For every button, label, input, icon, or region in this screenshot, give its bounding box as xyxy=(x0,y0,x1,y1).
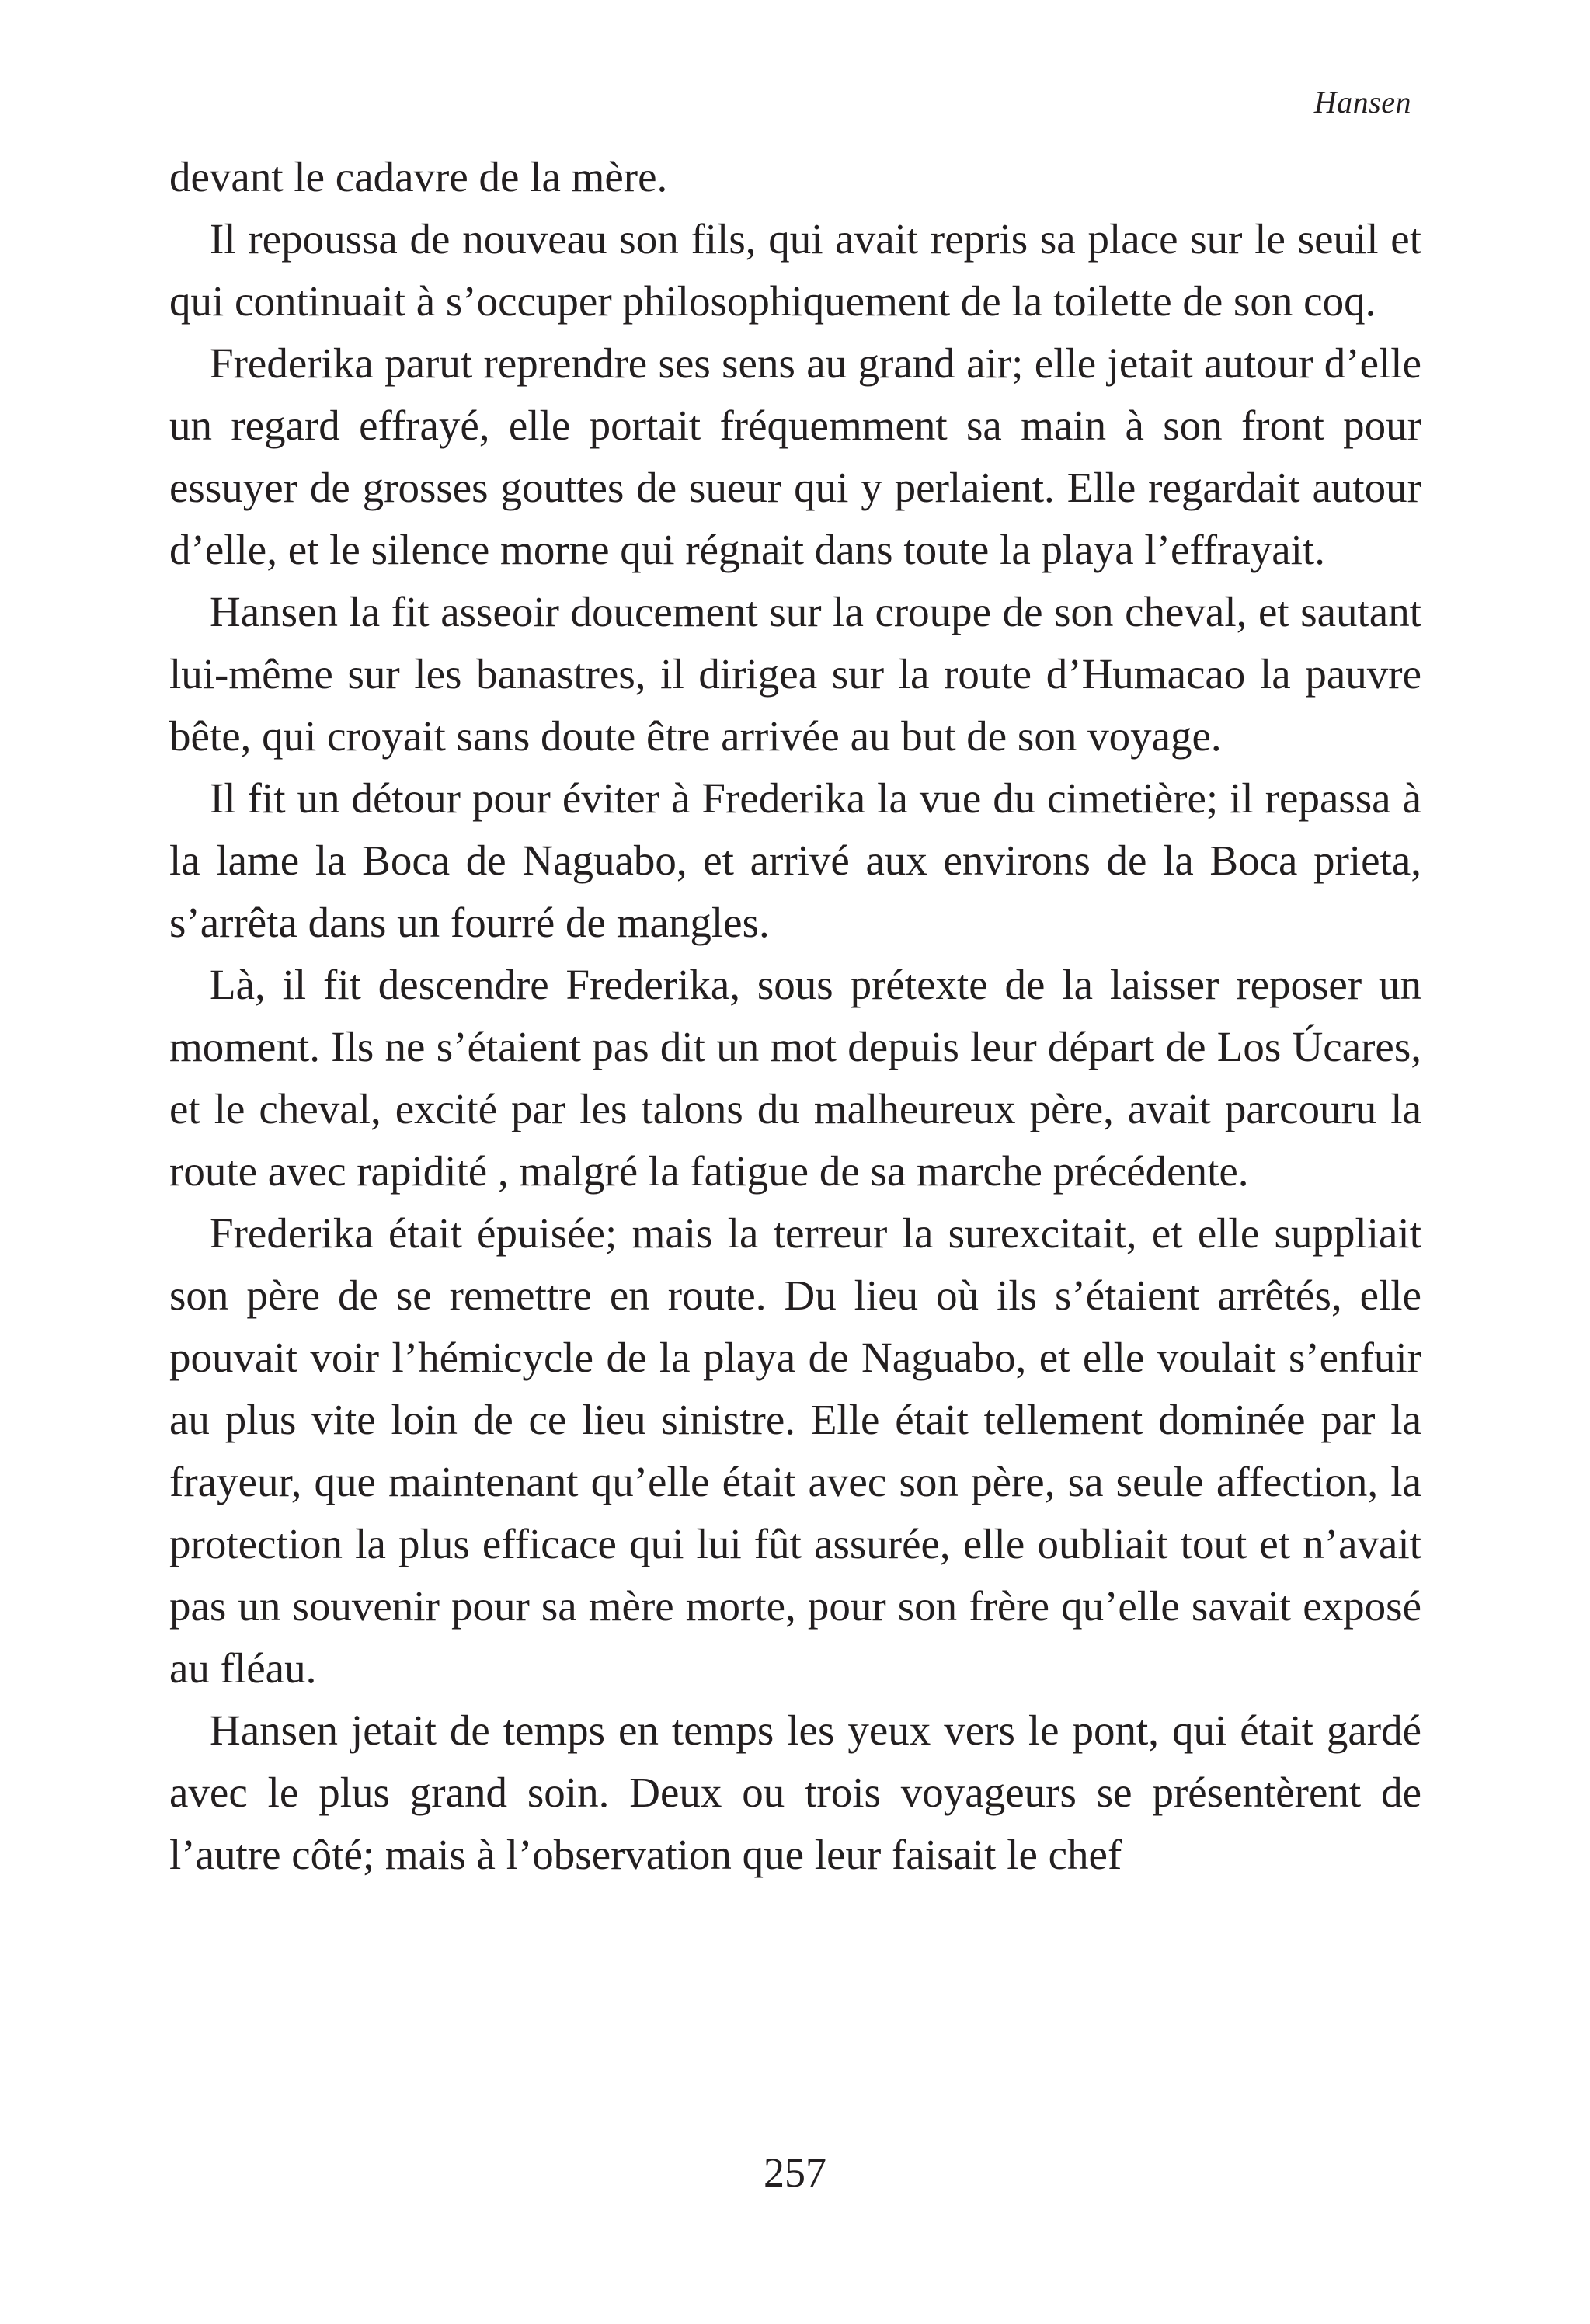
paragraph: devant le cadavre de la mère. xyxy=(169,153,668,200)
paragraph: Frederika était épuisée; mais la terreur la surexcitait, et elle suppliait son père de se remettre en route. Du lieu où ils s’étaient arrêtés, elle pouvait voir l’hémicycle de la playa de Naguabo, et elle voulait s’enfuir au plus vite loin de ce lieu sinistre. Elle était tellement dominée par la frayeur, que maintenant qu’elle était avec son père, sa seule affection, la protection la plus efficace qui lui fût assurée, elle oubliait tout et n’avait pas un souvenir pour sa mère morte, pour son frère qu’elle savait exposé au fléau. xyxy=(169,1209,1421,1692)
body-text xyxy=(169,146,1421,1886)
running-head: Hansen xyxy=(1313,85,1411,120)
paragraph: Là, il fit descendre Frederika, sous prétexte de la laisser reposer un moment. Ils ne s’étaient pas dit un mot depuis leur départ de Los Úcares, et le cheval, excité par les talons du malheureux père, avait parcouru la route avec rapidité , malgré la fatigue de sa marche précédente. xyxy=(169,961,1421,1195)
paragraph: Hansen jetait de temps en temps les yeux vers le pont, qui était gardé avec le plus grand soin. Deux ou trois voyageurs se présentèrent de l’autre côté; mais à l’observation que leur faisait le chef xyxy=(169,1706,1421,1878)
page-number: 257 xyxy=(764,2149,826,2196)
paragraph: Il fit un détour pour éviter à Frederika la vue du cimetière; il repassa à la lame la Boca de Naguabo, et arrivé aux environs de la Boca prieta, s’arrêta dans un fourré de mangles. xyxy=(169,774,1421,946)
paragraph: Hansen la fit asseoir doucement sur la croupe de son cheval, et sautant lui-même sur les banastres, il dirigea sur la route d’Humacao la pauvre bête, qui croyait sans doute être arrivée au but de son voyage. xyxy=(169,588,1421,760)
paragraph: Frederika parut reprendre ses sens au grand air; elle jetait autour d’elle un regard effrayé, elle portait fréquemment sa main à son front pour essuyer de grosses gouttes de sueur qui y perlaient. Elle regardait autour d’elle, et le silence morne qui régnait dans toute la playa l’effrayait. xyxy=(169,339,1421,573)
paragraph: Il repoussa de nouveau son fils, qui avait repris sa place sur le seuil et qui continuait à s’occuper philosophiquement de la toilette de son coq. xyxy=(169,215,1421,325)
